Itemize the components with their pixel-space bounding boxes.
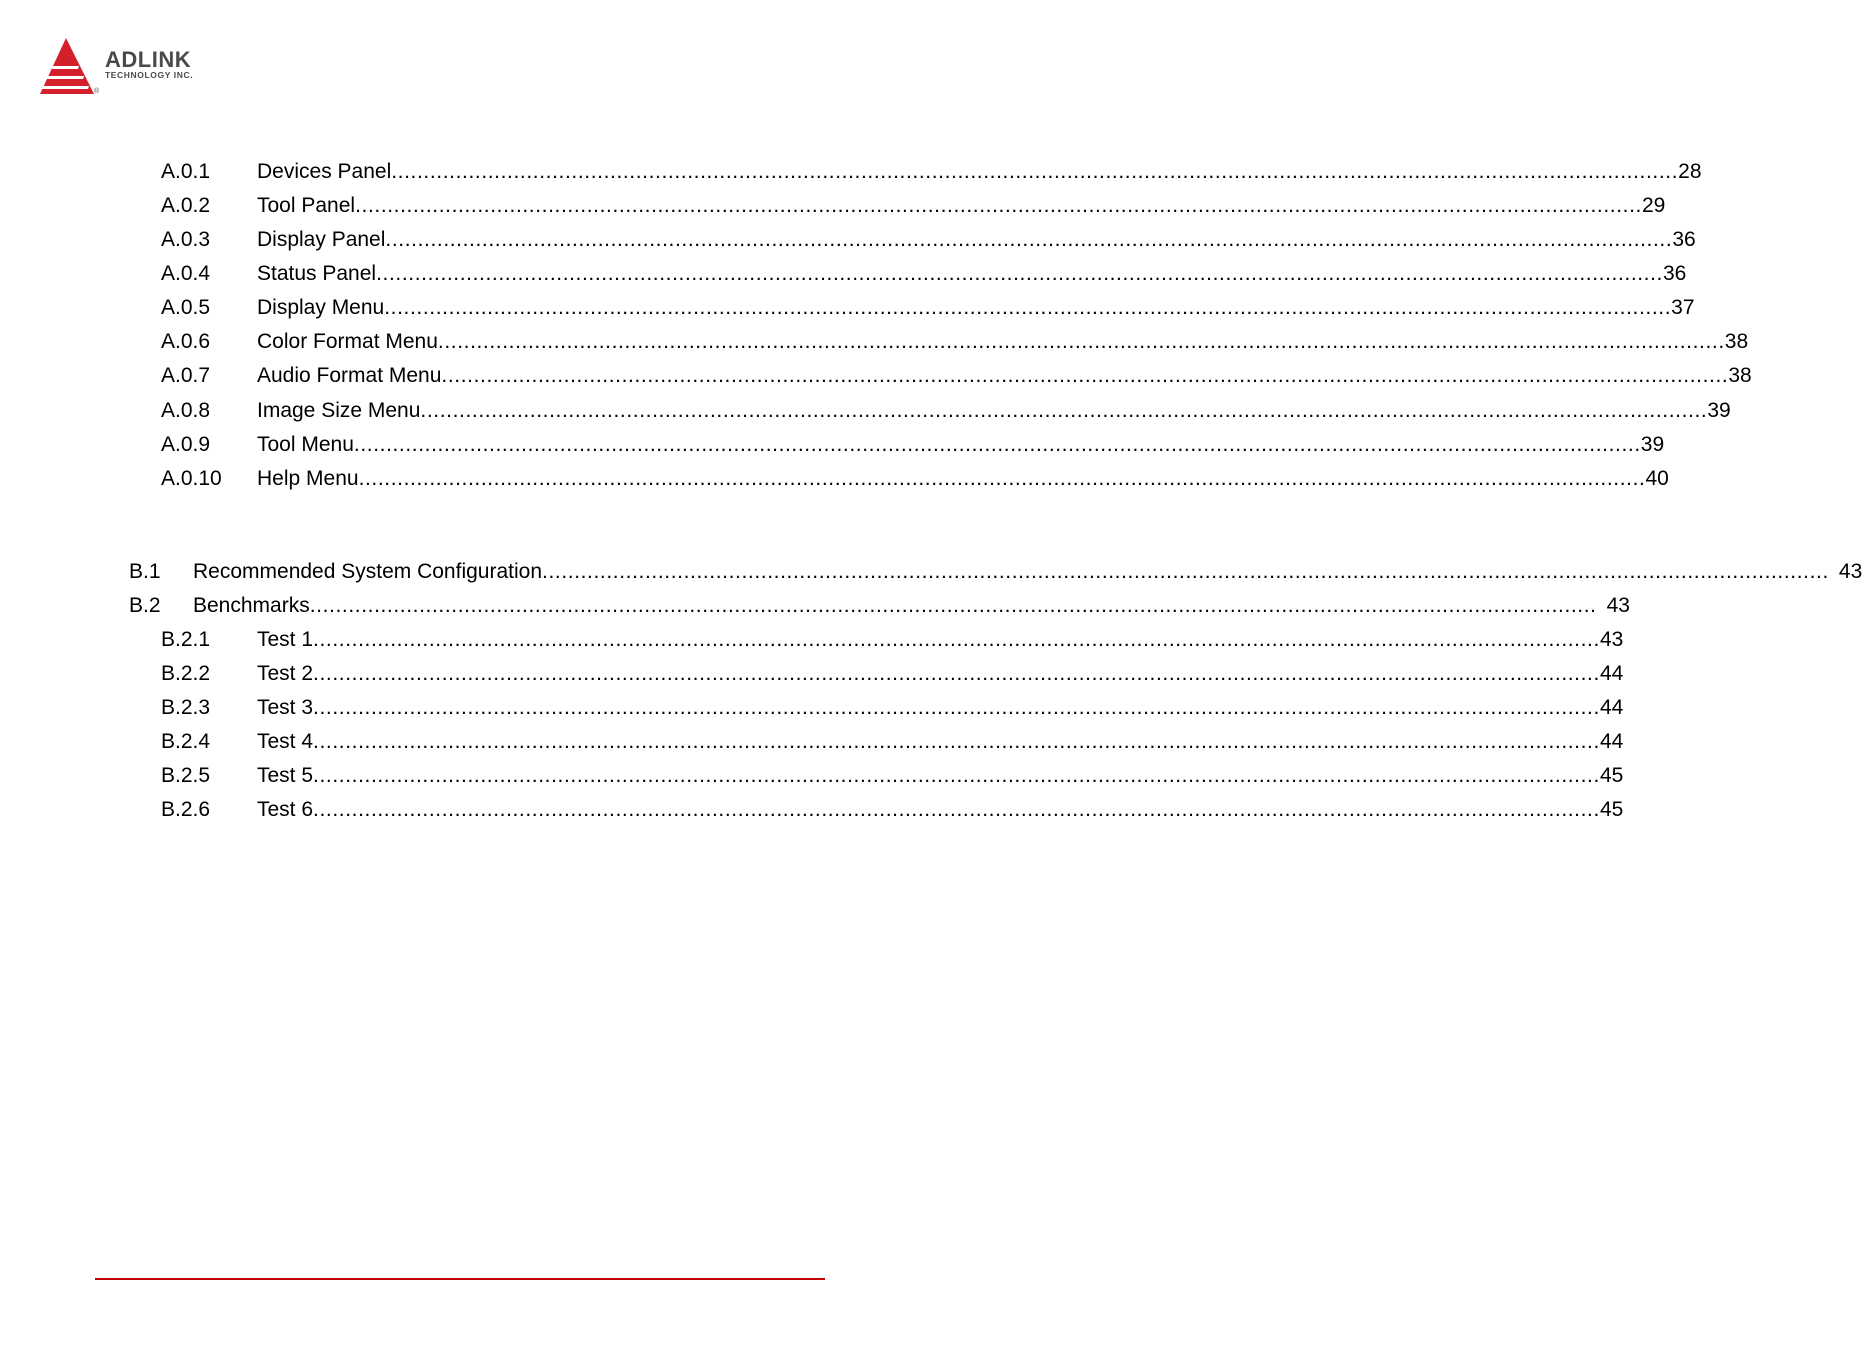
toc-entry-page: 44 xyxy=(1599,662,1624,685)
toc-entry-title: Image Size Menu xyxy=(257,399,421,422)
toc-dot-leader: ........................................................................................................................................................................................................ xyxy=(437,330,1725,353)
toc-entry-page: 38 xyxy=(1728,364,1752,387)
toc-entry[interactable] xyxy=(161,398,1731,424)
toc-dot-leader: ........................................................................................................................................................................................................ xyxy=(355,194,1642,217)
toc-dot-leader: ........................................................................................................................................................................................................ xyxy=(313,628,1600,651)
toc-entry[interactable] xyxy=(161,227,1696,253)
toc-entry-title: Audio Format Menu xyxy=(257,364,442,387)
toc-entry[interactable] xyxy=(161,661,1624,687)
toc-entry-number: A.0.10 xyxy=(161,467,222,490)
footer-rule xyxy=(95,1278,825,1280)
toc-entry-number: A.0.6 xyxy=(161,330,211,353)
toc-entry-title: Test 2 xyxy=(257,662,314,685)
toc-dot-leader: ........................................................................................................................................................................................................ xyxy=(376,262,1663,285)
registered-mark: ® xyxy=(94,88,100,95)
toc-entry-number: A.0.5 xyxy=(161,296,211,319)
toc-entry-number: B.2.4 xyxy=(161,730,211,753)
toc-entry[interactable] xyxy=(161,695,1624,721)
toc-entry-title: Devices Panel xyxy=(257,160,392,183)
toc-entry[interactable] xyxy=(129,559,1862,585)
toc-dot-leader: ........................................................................................................................................................................................................ xyxy=(441,364,1729,387)
toc-dot-leader: ........................................................................................................................................................................................................ xyxy=(313,662,1600,685)
toc-entry-page: 40 xyxy=(1645,467,1669,490)
toc-entry-number: B.2.1 xyxy=(161,628,211,651)
toc-entry[interactable] xyxy=(161,329,1749,355)
toc-entry-title: Benchmarks xyxy=(193,594,310,617)
toc-dot-leader: ........................................................................................................................................................................................................ xyxy=(420,399,1708,422)
toc-dot-leader: ........................................................................................................................................................................................................ xyxy=(391,160,1679,183)
toc-dot-leader: ........................................................................................................................................................................................................ xyxy=(313,696,1600,719)
toc-entry-page: 44 xyxy=(1599,730,1624,753)
toc-entry-title: Display Panel xyxy=(257,228,386,251)
toc-entry-title: Tool Menu xyxy=(257,433,354,456)
toc-entry-page: 45 xyxy=(1599,764,1624,787)
toc-entry-number: A.0.1 xyxy=(161,160,211,183)
toc-entry-number: B.2.3 xyxy=(161,696,211,719)
toc-entry-page: 43 xyxy=(1599,628,1624,651)
toc-entry-title: Help Menu xyxy=(257,467,359,490)
toc-entry[interactable] xyxy=(161,729,1624,755)
toc-dot-leader: ........................................................................................................................................................................................................ xyxy=(313,730,1600,753)
toc-entry-page: 37 xyxy=(1671,296,1695,319)
toc-entry-number: A.0.4 xyxy=(161,262,211,285)
toc-entry-number: A.0.2 xyxy=(161,194,211,217)
toc-entry-page: 36 xyxy=(1672,228,1696,251)
toc-entry-page: 43 xyxy=(1838,560,1862,583)
toc-entry[interactable] xyxy=(161,627,1624,653)
toc-entry-number: B.1 xyxy=(129,560,161,583)
toc-entry-page: 38 xyxy=(1724,330,1749,353)
toc-entry[interactable] xyxy=(129,593,1630,619)
toc-entry-number: B.2.6 xyxy=(161,798,211,821)
adlink-logo xyxy=(38,36,238,100)
toc-dot-leader: ........................................................................................................................................................................................................ xyxy=(353,433,1641,456)
toc-dot-leader: ........................................................................................................................................................................................................ xyxy=(309,594,1597,617)
toc-entry-page: 39 xyxy=(1707,399,1731,422)
logo-wordmark: ADLINK xyxy=(105,47,192,72)
toc-entry[interactable] xyxy=(161,797,1624,823)
toc-entry[interactable] xyxy=(161,432,1665,458)
toc-entry-number: B.2.5 xyxy=(161,764,211,787)
toc-entry[interactable] xyxy=(161,466,1669,492)
toc-entry[interactable] xyxy=(161,763,1624,789)
toc-entry-page: 29 xyxy=(1641,194,1666,217)
toc-entry-title: Display Menu xyxy=(257,296,385,319)
toc-entry-title: Tool Panel xyxy=(257,194,356,217)
toc-entry-page: 36 xyxy=(1663,262,1687,285)
toc-entry-title: Test 4 xyxy=(257,730,314,753)
toc-entry-page: 45 xyxy=(1599,798,1624,821)
toc-dot-leader: ........................................................................................................................................................................................................ xyxy=(542,560,1829,583)
toc-entry-page: 43 xyxy=(1606,594,1630,617)
toc-entry-number: A.0.8 xyxy=(161,399,211,422)
toc-dot-leader: ........................................................................................................................................................................................................ xyxy=(385,228,1673,251)
toc-entry-page: 44 xyxy=(1599,696,1624,719)
toc-entry[interactable] xyxy=(161,295,1695,321)
logo-tagline: TECHNOLOGY INC. xyxy=(105,70,194,80)
toc-entry[interactable] xyxy=(161,193,1666,219)
toc-entry-title: Test 5 xyxy=(257,764,314,787)
toc-entry-title: Test 1 xyxy=(257,628,314,651)
toc-dot-leader: ........................................................................................................................................................................................................ xyxy=(384,296,1672,319)
toc-entry-title: Test 6 xyxy=(257,798,314,821)
toc-entry[interactable] xyxy=(161,261,1687,287)
toc-entry-title: Color Format Menu xyxy=(257,330,438,353)
toc-entry-number: A.0.9 xyxy=(161,433,211,456)
toc-dot-leader: ........................................................................................................................................................................................................ xyxy=(313,798,1600,821)
logo-triangle-icon xyxy=(38,36,102,100)
toc-entry-title: Status Panel xyxy=(257,262,377,285)
toc-entry-title: Recommended System Configuration xyxy=(193,560,543,583)
toc-dot-leader: ........................................................................................................................................................................................................ xyxy=(358,467,1646,490)
toc-dot-leader: ........................................................................................................................................................................................................ xyxy=(313,764,1600,787)
toc-entry-number: A.0.3 xyxy=(161,228,211,251)
toc-entry-number: B.2.2 xyxy=(161,662,211,685)
toc-entry-number: B.2 xyxy=(129,594,161,617)
toc-entry[interactable] xyxy=(161,363,1752,389)
toc-entry-page: 28 xyxy=(1678,160,1702,183)
toc-entry-title: Test 3 xyxy=(257,696,314,719)
toc-entry[interactable] xyxy=(161,159,1702,185)
toc-entry-number: A.0.7 xyxy=(161,364,211,387)
toc-entry-page: 39 xyxy=(1640,433,1665,456)
